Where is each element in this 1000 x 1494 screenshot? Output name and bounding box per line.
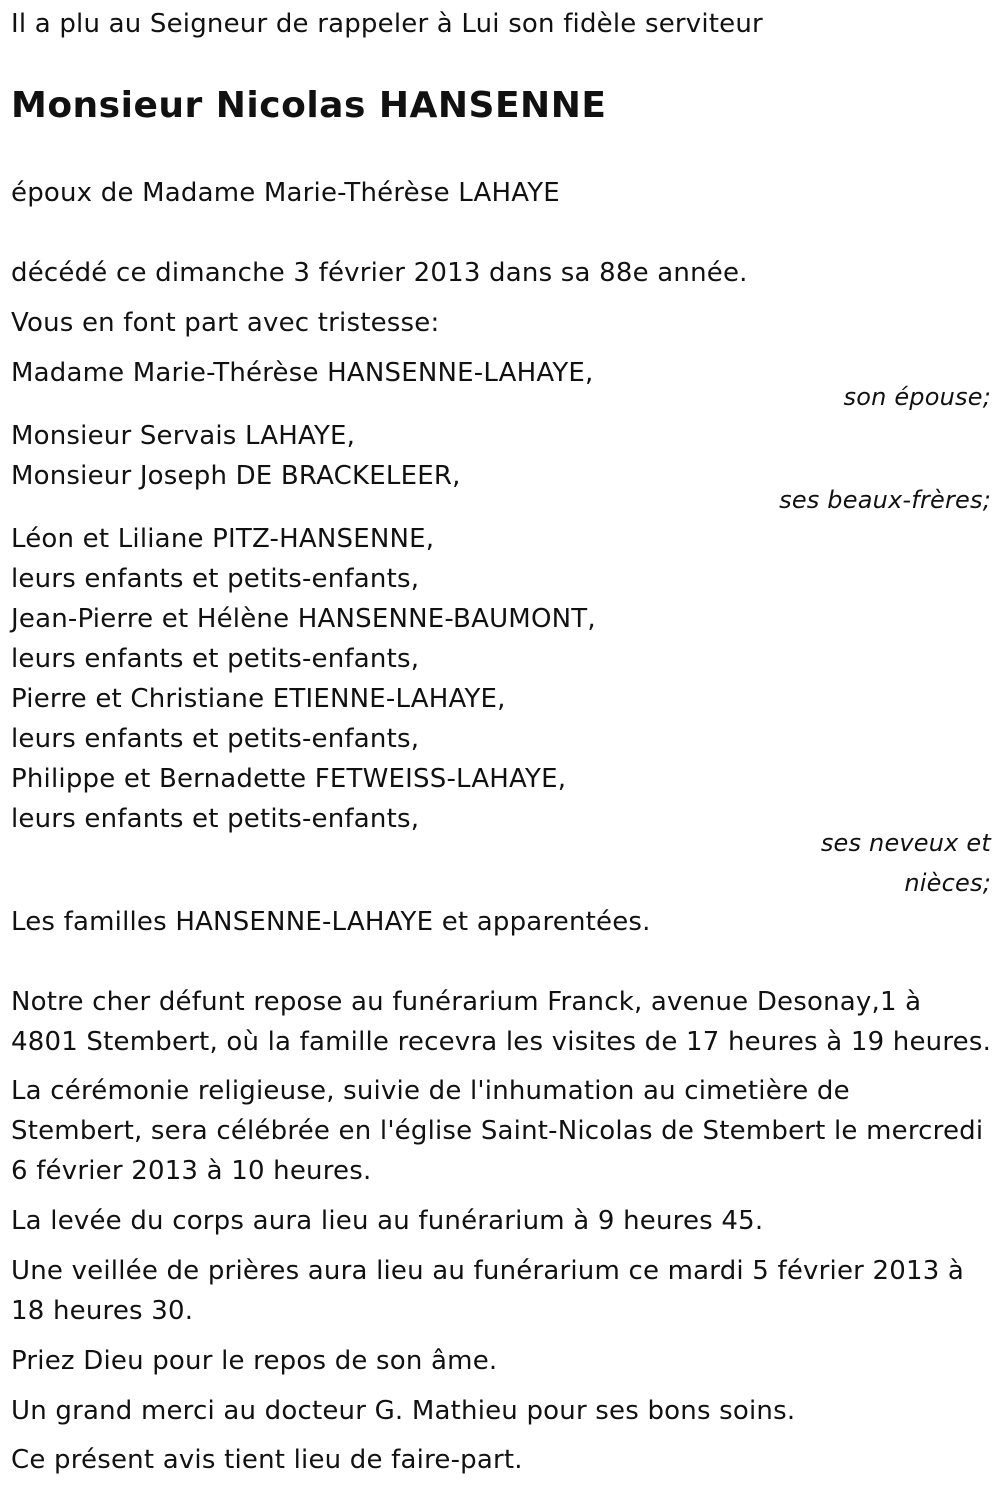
brother-in-law-1: Monsieur Servais LAHAYE, bbox=[11, 421, 356, 451]
wife-name: Madame Marie-Thérèse HANSENNE-LAHAYE, bbox=[11, 358, 594, 388]
notice-line: Ce présent avis tient lieu de faire-part. bbox=[11, 1445, 523, 1475]
vigil-line-1: Une veillée de prières aura lieu au funérarium ce mardi 5 février 2013 à bbox=[11, 1256, 965, 1286]
brother-in-law-2: Monsieur Joseph DE BRACKELEER, bbox=[11, 461, 461, 491]
nephew-line-7: Philippe et Bernadette FETWEISS-LAHAYE, bbox=[11, 764, 567, 794]
wife-role: son épouse; bbox=[843, 383, 991, 411]
deceased-name: Monsieur Nicolas HANSENNE bbox=[11, 85, 607, 126]
brothers-in-law-role: ses beaux-frères; bbox=[779, 486, 991, 514]
nephew-line-3: Jean-Pierre et Hélène HANSENNE-BAUMONT, bbox=[11, 604, 596, 634]
ceremony-line-3: 6 février 2013 à 10 heures. bbox=[11, 1156, 372, 1186]
levee-line: La levée du corps aura lieu au funérarium à 9 heures 45. bbox=[11, 1206, 764, 1236]
families-line: Les familles HANSENNE-LAHAYE et apparentées. bbox=[11, 907, 651, 937]
nephews-role-1: ses neveux et bbox=[820, 829, 991, 857]
nephew-line-5: Pierre et Christiane ETIENNE-LAHAYE, bbox=[11, 684, 506, 714]
intro-text: Il a plu au Seigneur de rappeler à Lui son fidèle serviteur bbox=[11, 9, 763, 39]
nephew-line-1: Léon et Liliane PITZ-HANSENNE, bbox=[11, 524, 435, 554]
spouse-line: époux de Madame Marie-Thérèse LAHAYE bbox=[11, 178, 560, 208]
prayer-line: Priez Dieu pour le repos de son âme. bbox=[11, 1346, 498, 1376]
vigil-line-2: 18 heures 30. bbox=[11, 1296, 194, 1326]
nephew-line-2: leurs enfants et petits-enfants, bbox=[11, 564, 420, 594]
nephew-line-6: leurs enfants et petits-enfants, bbox=[11, 724, 420, 754]
thanks-line: Un grand merci au docteur G. Mathieu pour ses bons soins. bbox=[11, 1396, 796, 1426]
death-line: décédé ce dimanche 3 février 2013 dans sa 88e année. bbox=[11, 258, 748, 288]
nephew-line-4: leurs enfants et petits-enfants, bbox=[11, 644, 420, 674]
ceremony-line-2: Stembert, sera célébrée en l'église Saint-Nicolas de Stembert le mercredi bbox=[11, 1116, 984, 1146]
nephew-line-8: leurs enfants et petits-enfants, bbox=[11, 804, 420, 834]
nephews-role-2: nièces; bbox=[904, 869, 991, 897]
repose-line-2: 4801 Stembert, où la famille recevra les visites de 17 heures à 19 heures. bbox=[11, 1027, 992, 1057]
ceremony-line-1: La cérémonie religieuse, suivie de l'inhumation au cimetière de bbox=[11, 1076, 850, 1106]
repose-line-1: Notre cher défunt repose au funérarium Franck, avenue Desonay,1 à bbox=[11, 987, 922, 1017]
announce-line: Vous en font part avec tristesse: bbox=[11, 308, 440, 338]
